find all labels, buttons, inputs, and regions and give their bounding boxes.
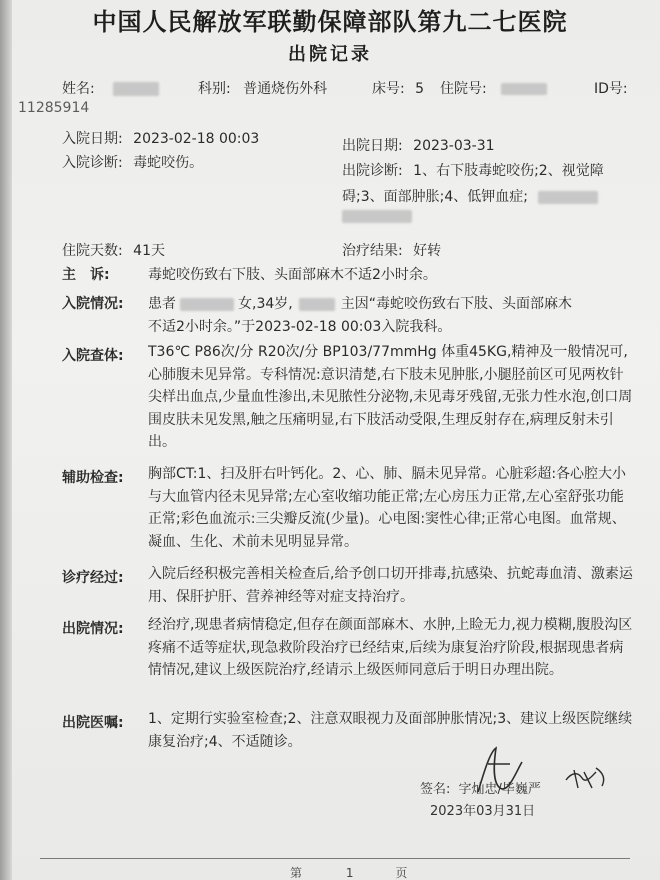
stay-days-field — [62, 240, 165, 260]
treatment-label: 诊疗经过: — [62, 570, 124, 586]
admission-diagnosis-label: 入院诊断: — [62, 155, 123, 171]
bed-label: 床号: — [372, 81, 405, 97]
discharge-status-text: 经治疗,现患者病情稳定,但存在颜面部麻木、水肿,上睑无力,视力模糊,腹股沟区疼痛不适等症状,现急救阶段治疗已经结束,后续为康复治疗阶段,根据现患者病情情况,建议上级医院治疗,经请示上级医师同意后于明日办理出院。 — [148, 617, 633, 678]
dept-field — [198, 78, 327, 98]
inpatient-redacted — [501, 83, 547, 95]
complaint-label: 主 诉: — [62, 267, 110, 283]
discharge-date-field — [342, 135, 495, 155]
name-redacted — [113, 82, 159, 96]
discharge-diagnosis-line1: 1、右下肢毒蛇咬伤;2、视觉障 — [413, 163, 604, 179]
signature-label: 签名: — [420, 782, 451, 797]
name-field — [62, 78, 159, 98]
diagnosis-redacted — [538, 191, 598, 204]
id-label: ID号: — [594, 81, 628, 97]
name-label: 姓名: — [62, 81, 95, 97]
hospital-title: 中国人民解放军联勤保障部队第九二七医院 — [92, 8, 568, 36]
admission-diagnosis-field — [62, 152, 203, 172]
handwritten-signature — [470, 742, 620, 802]
admission-date-value: 2023-02-18 00:03 — [133, 131, 260, 147]
discharge-status-label: 出院情况: — [62, 621, 124, 637]
diagnosis-redacted-line3 — [342, 208, 412, 224]
paper-edge-shadow — [0, 0, 12, 880]
discharge-diagnosis-field — [342, 160, 604, 180]
signature-names: 字灿忠/毕巍严 — [458, 782, 541, 797]
aux-text: 胸部CT:1、扫及肝右叶钙化。2、心、肺、膈未见异常。心脏彩超:各心腔大小与大血管内径未见异常;左心室收缩功能正常;左心房压力正常,左心室舒张功能正常;彩色血流示:三尖瓣反流(少量)。心电图:窦性心律;正常心电图。血常规、凝血、生化、术前未见明显异常。 — [148, 466, 627, 550]
discharge-orders-text: 1、定期行实验室检查;2、注意双眼视力及面部肿胀情况;3、建议上级医院继续康复治疗;4、不适随诊。 — [148, 711, 633, 750]
complaint-text: 毒蛇咬伤致右下肢、头面部麻木不适2小时余。 — [148, 267, 437, 283]
document-title: 出院记录 — [288, 44, 372, 65]
page-number: 第 1 页 — [290, 866, 408, 880]
discharge-date-label: 出院日期: — [342, 138, 403, 154]
treatment-text: 入院后经积极完善相关检查后,给予创口切开排毒,抗感染、抗蛇毒血清、激素运用、保肝护肝、营养神经等对症支持治疗。 — [148, 566, 633, 605]
admission-date-field — [62, 128, 259, 148]
aux-label: 辅助检查: — [62, 470, 124, 486]
id-value: 11285914 — [18, 100, 90, 116]
stay-days-value: 41天 — [133, 243, 165, 259]
inpatient-label: 住院号: — [440, 81, 487, 97]
bed-field — [372, 78, 424, 98]
dept-label: 科别: — [198, 81, 231, 97]
treatment-result-value: 好转 — [413, 243, 442, 259]
signature-date: 2023年03月31日 — [430, 804, 536, 819]
exam-text: T36℃ P86次/分 R20次/分 BP103/77mmHg 体重45KG,精神及一般情况可,心肺腹未见异常。专科情况:意识清楚,右下肢未见肿胀,小腿胫前区可见两枚针尖样出血点,少量血性渗出,未见脓性分泌物,未见毒牙残留,无张力性水泡,创口周围皮肤未见发黑,触之压痛明显,右下肢活动受限,生理反射存在,病理反射未引出。 — [148, 344, 633, 450]
discharge-diagnosis-line2: 碍;3、面部肿胀;4、低钾血症; — [342, 189, 528, 205]
discharge-date-value: 2023-03-31 — [413, 138, 495, 154]
discharge-orders-label: 出院医嘱: — [62, 715, 124, 731]
admission-diagnosis-value: 毒蛇咬伤。 — [133, 155, 204, 171]
detail-redacted — [299, 298, 335, 311]
treatment-result-field — [342, 240, 441, 260]
inpatient-field — [440, 78, 547, 98]
bed-value: 5 — [415, 81, 425, 97]
discharge-diagnosis-line2-row — [342, 186, 598, 206]
footer-rule — [40, 858, 630, 859]
exam-label: 入院查体: — [62, 348, 124, 364]
dept-value: 普通烧伤外科 — [243, 81, 328, 97]
stay-days-label: 住院天数: — [62, 243, 123, 259]
admission-status-line1: 患者 女,34岁, 主因“毒蛇咬伤致右下肢、头面部麻木 — [148, 296, 572, 312]
patient-name-redacted — [180, 298, 234, 311]
admission-date-label: 入院日期: — [62, 131, 123, 147]
admission-status-line2: 不适2小时余。”于2023-02-18 00:03入院我科。 — [148, 319, 452, 335]
admission-status-label: 入院情况: — [62, 296, 124, 312]
treatment-result-label: 治疗结果: — [342, 243, 403, 259]
discharge-diagnosis-label: 出院诊断: — [342, 163, 403, 179]
